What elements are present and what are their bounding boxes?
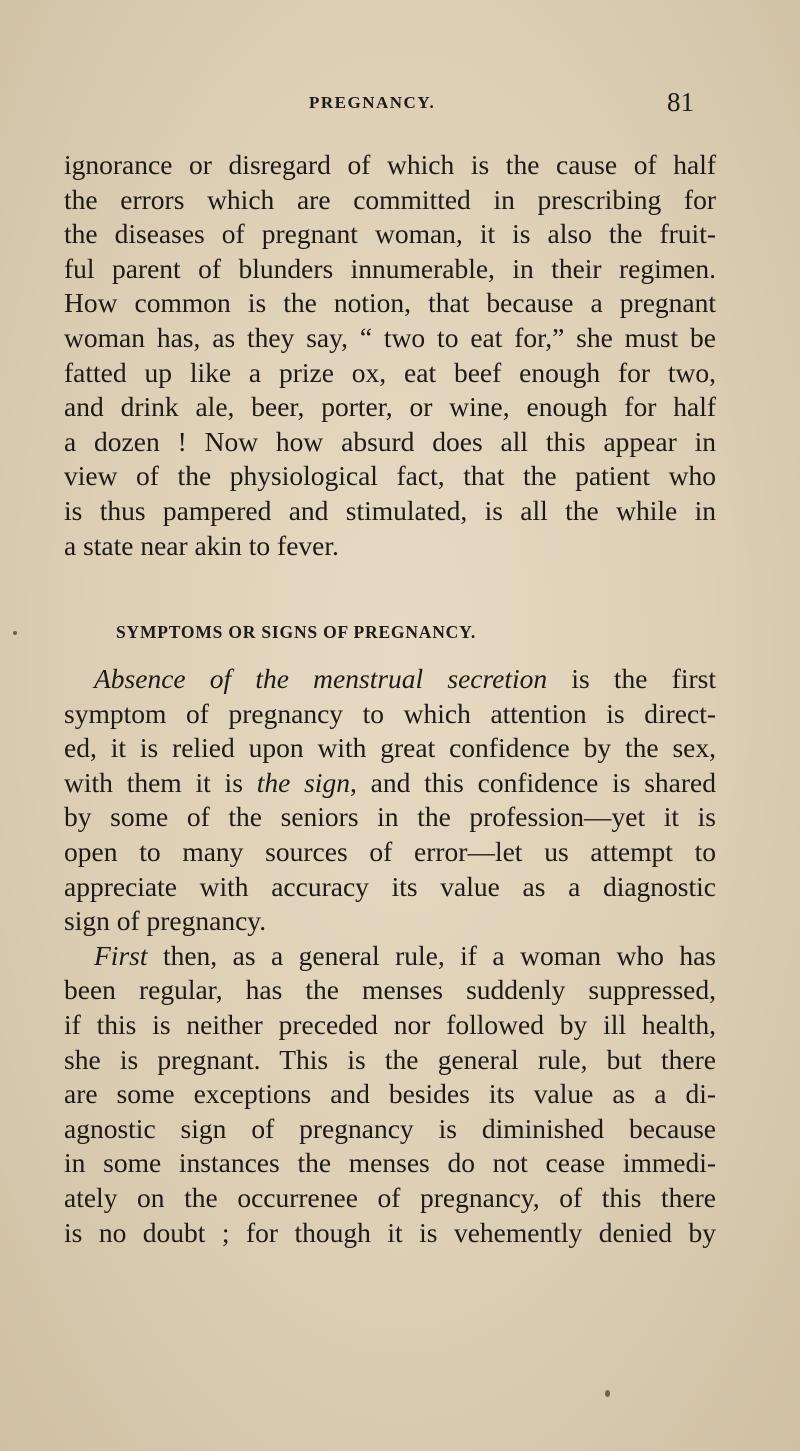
text-line: been regular, has the menses suddenly suppressed, — [64, 974, 716, 1006]
page-speck — [605, 1390, 610, 1397]
text-line — [64, 939, 716, 974]
text-line: by some of the seniors in the profession—yet it is — [64, 801, 716, 833]
text-line: ignorance or disregard of which is the cause of half — [64, 149, 716, 180]
text-line: view of the physiological fact, that the patient who — [64, 460, 716, 492]
text-line: in some instances the menses do not cease immedi- — [64, 1147, 716, 1179]
text-line: sign of pregnancy. — [64, 905, 267, 937]
text-line: ately on the occurrenee of pregnancy, of this there — [64, 1181, 716, 1213]
italic-phrase: the sign — [256, 766, 350, 798]
italic-phrase: First — [94, 939, 148, 971]
text-line: a state near akin to fever. — [64, 529, 339, 561]
text-line: she is pregnant. This is the general rule, but there — [64, 1043, 716, 1075]
running-head — [0, 87, 800, 127]
text-line: and drink ale, beer, porter, or wine, enough for half — [64, 391, 716, 423]
text-line: fatted up like a prize ox, eat beef enough for two, — [64, 356, 716, 388]
text-line: a dozen ! Now how absurd does all this appear in — [64, 425, 716, 457]
page-number: 81 — [667, 87, 694, 117]
text-line: open to many sources of error—let us attempt to — [64, 835, 716, 867]
text-line — [64, 766, 716, 801]
text-line: if this is neither preceded nor followed by ill health, — [64, 1008, 716, 1040]
text-line: are some exceptions and besides its value as a di- — [64, 1078, 716, 1110]
text-line: ful parent of blunders innumerable, in their regimen. — [64, 252, 716, 284]
italic-phrase: Absence of the menstrual secretion — [94, 663, 548, 694]
text-run: then, as a general rule, if a woman who has — [147, 939, 716, 971]
text-line: is thus pampered and stimulated, is all the while in — [64, 494, 716, 526]
text-line: is no doubt ; for though it is vehemently denied by — [64, 1216, 716, 1248]
text-run: is the first — [547, 663, 716, 694]
text-line: How common is the notion, that because a pregnant — [64, 287, 716, 319]
text-line: the diseases of pregnant woman, it is also the fruit- — [64, 218, 716, 250]
paragraph-symptoms — [64, 662, 716, 1250]
paragraph-continuation — [64, 148, 716, 563]
text-line — [64, 662, 716, 697]
margin-speck — [13, 631, 17, 635]
text-line: agnostic sign of pregnancy is diminished because — [64, 1112, 716, 1144]
section-heading: SYMPTOMS OR SIGNS OF PREGNANCY. — [116, 622, 477, 642]
text-line: the errors which are committed in prescribing for — [64, 183, 716, 215]
text-line: ed, it is relied upon with great confidence by the sex, — [64, 732, 716, 764]
text-run: with them it is — [64, 766, 257, 798]
text-line: appreciate with accuracy its value as a diagnostic — [64, 870, 716, 902]
text-run: , and this confidence is shared — [349, 766, 716, 798]
text-line: symptom of pregnancy to which attention is direct- — [64, 697, 716, 729]
running-head-title: PREGNANCY. — [309, 93, 436, 112]
text-line: woman has, as they say, “ two to eat for,” she must be — [64, 321, 716, 353]
